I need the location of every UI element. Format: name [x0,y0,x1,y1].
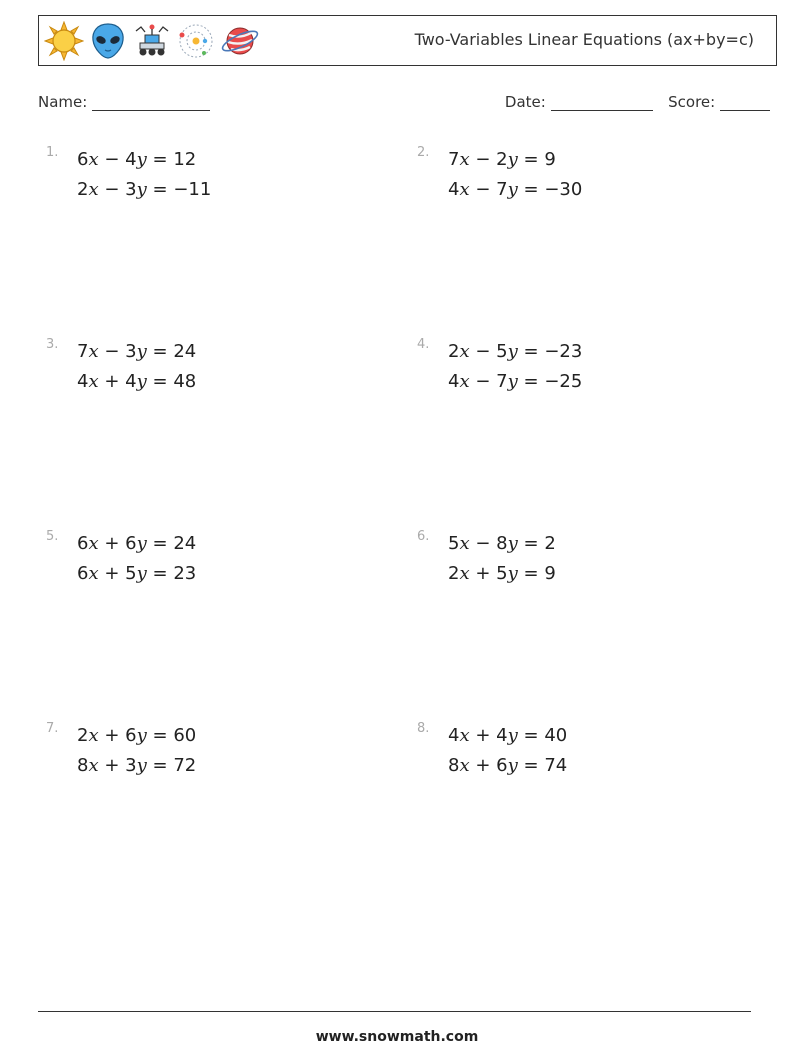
coef-b: 7 [496,179,508,200]
footer-website: www.snowmath.com [315,1029,479,1045]
constant: −30 [544,179,583,200]
equation-1: 7x − 3y = 24 [77,341,197,362]
var-x: x [88,755,99,776]
operator: − [475,179,491,200]
equation-1: 4x + 4y = 40 [448,725,568,746]
constant: 72 [173,755,197,776]
problem-number: 4. [417,337,430,352]
constant: −23 [544,341,583,362]
constant: 74 [544,755,568,776]
operator: + [475,755,491,776]
coef-b: 5 [496,563,508,584]
var-x: x [459,725,470,746]
constant: 9 [544,149,556,170]
constant: 24 [173,341,197,362]
operator: − [104,149,120,170]
var-x: x [459,755,470,776]
coef-a: 2 [448,563,460,584]
var-y: y [136,563,147,584]
var-y: y [507,755,518,776]
equation-2: 2x − 3y = −11 [77,179,212,200]
constant: 12 [173,149,197,170]
header-icons [44,21,260,61]
name-label: Name: [38,93,88,111]
worksheet-title: Two-Variables Linear Equations (ax+by=c) [414,30,754,49]
constant: −25 [544,371,583,392]
equation-1: 6x + 6y = 24 [77,533,197,554]
operator: + [104,533,120,554]
coef-b: 6 [125,725,137,746]
var-x: x [88,179,99,200]
coef-b: 6 [496,755,508,776]
date-blank[interactable] [551,96,653,111]
planet-icon [220,21,260,61]
var-y: y [507,149,518,170]
coef-a: 4 [448,371,460,392]
equation-2: 4x + 4y = 48 [77,371,197,392]
coef-b: 3 [125,341,137,362]
var-x: x [88,563,99,584]
constant: 48 [173,371,197,392]
problem-number: 6. [417,529,430,544]
footer-divider [38,1011,751,1012]
constant: 9 [544,563,556,584]
var-y: y [507,371,518,392]
var-x: x [88,725,99,746]
coef-a: 8 [448,755,460,776]
problem-number: 1. [46,145,59,160]
sun-icon [44,21,84,61]
operator: − [475,149,491,170]
coef-a: 2 [448,341,460,362]
operator: − [475,371,491,392]
problem-number: 8. [417,721,430,736]
var-y: y [136,755,147,776]
operator: − [475,341,491,362]
coef-b: 7 [496,371,508,392]
equation-1: 6x − 4y = 12 [77,149,197,170]
operator: + [104,371,120,392]
coef-b: 5 [496,341,508,362]
operator: + [475,725,491,746]
operator: + [104,755,120,776]
equation-1: 2x + 6y = 60 [77,725,197,746]
worksheet-header [38,15,777,66]
var-x: x [88,149,99,170]
rover-icon [132,21,172,61]
score-label: Score: [668,93,716,111]
constant: 23 [173,563,197,584]
constant: 24 [173,533,197,554]
equation-2: 8x + 6y = 74 [448,755,568,776]
var-y: y [507,533,518,554]
coef-b: 4 [125,371,137,392]
equation-2: 2x + 5y = 9 [448,563,556,584]
date-score-fields [505,93,770,111]
var-y: y [136,149,147,170]
equation-1: 2x − 5y = −23 [448,341,583,362]
var-y: y [507,725,518,746]
constant: −11 [173,179,212,200]
coef-b: 5 [125,563,137,584]
coef-a: 7 [448,149,460,170]
coef-b: 3 [125,755,137,776]
equation-2: 8x + 3y = 72 [77,755,197,776]
var-y: y [136,341,147,362]
coef-a: 4 [77,371,89,392]
equation-2: 4x − 7y = −25 [448,371,583,392]
coef-b: 2 [496,149,508,170]
var-x: x [459,533,470,554]
constant: 40 [544,725,568,746]
var-y: y [136,533,147,554]
coef-a: 7 [77,341,89,362]
constant: 2 [544,533,556,554]
var-y: y [136,725,147,746]
operator: − [104,179,120,200]
alien-icon [88,21,128,61]
coef-b: 8 [496,533,508,554]
var-x: x [88,533,99,554]
var-x: x [88,371,99,392]
coef-a: 6 [77,533,89,554]
operator: − [104,341,120,362]
var-x: x [459,149,470,170]
coef-b: 3 [125,179,137,200]
var-y: y [136,179,147,200]
coef-b: 4 [496,725,508,746]
coef-a: 6 [77,149,89,170]
constant: 60 [173,725,197,746]
operator: + [104,725,120,746]
problem-number: 3. [46,337,59,352]
coef-a: 4 [448,725,460,746]
var-x: x [459,341,470,362]
date-label: Date: [504,93,546,111]
coef-a: 6 [77,563,89,584]
coef-a: 2 [77,179,89,200]
coef-b: 4 [125,149,137,170]
name-field [38,93,210,111]
operator: + [475,563,491,584]
coef-a: 5 [448,533,460,554]
var-y: y [136,371,147,392]
var-x: x [459,563,470,584]
coef-b: 6 [125,533,137,554]
var-x: x [88,341,99,362]
equation-2: 4x − 7y = −30 [448,179,583,200]
var-x: x [459,179,470,200]
coef-a: 2 [77,725,89,746]
problem-number: 7. [46,721,59,736]
operator: − [475,533,491,554]
score-blank[interactable] [720,96,770,111]
problem-number: 5. [46,529,59,544]
var-y: y [507,563,518,584]
equation-2: 6x + 5y = 23 [77,563,197,584]
var-x: x [459,371,470,392]
coef-a: 4 [448,179,460,200]
var-y: y [507,341,518,362]
name-blank[interactable] [92,96,210,111]
equation-1: 7x − 2y = 9 [448,149,556,170]
solar-system-icon [176,21,216,61]
operator: + [104,563,120,584]
equation-1: 5x − 8y = 2 [448,533,556,554]
var-y: y [507,179,518,200]
problem-number: 2. [417,145,430,160]
coef-a: 8 [77,755,89,776]
